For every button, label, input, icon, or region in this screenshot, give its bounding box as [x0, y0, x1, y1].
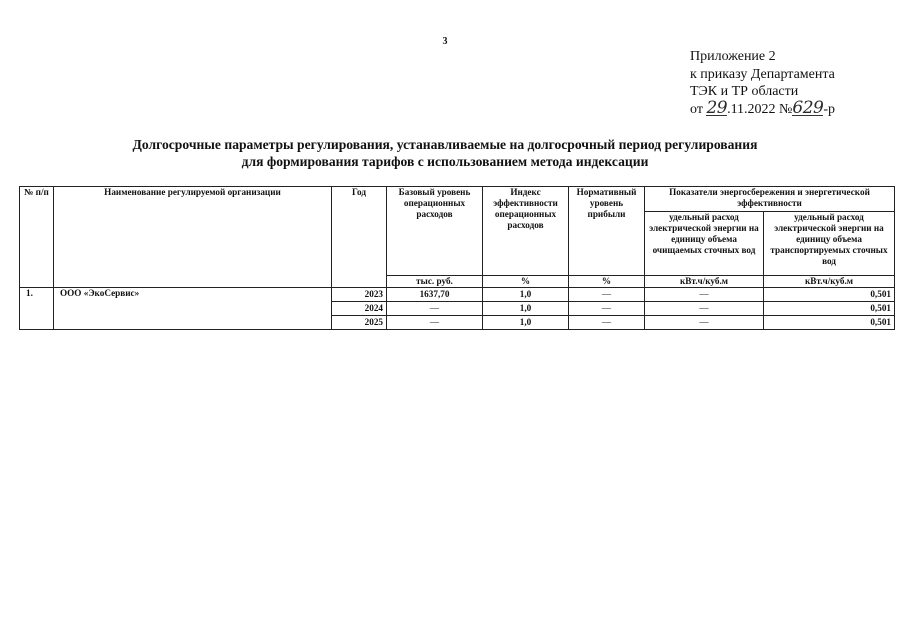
handwritten-order-number: 629: [792, 97, 824, 118]
unit-energy-2: кВт.ч/куб.м: [764, 276, 895, 288]
order-suffix: -р: [823, 101, 836, 117]
profit-cell: —: [569, 316, 645, 330]
unit-profit: %: [569, 276, 645, 288]
title-line-2: для формирования тарифов с использованием метода индексации: [241, 154, 649, 169]
header-energy-2: удельный расход электрической энергии на единицу объема транспортируемых сточных вод: [764, 212, 895, 276]
profit-cell: —: [569, 302, 645, 316]
unit-base: тыс. руб.: [387, 276, 483, 288]
appendix-block: [690, 48, 890, 118]
header-index: Индекс эффективности операционных расходов: [483, 187, 569, 276]
appendix-line-3: ТЭК и ТР области: [690, 84, 799, 99]
energy2-cell: 0,501: [764, 288, 895, 302]
page-number: 3: [442, 36, 448, 47]
appendix-date-line: [690, 97, 890, 119]
year-cell: 2025: [332, 316, 387, 330]
profit-cell: —: [569, 288, 645, 302]
appendix-line-2: к приказу Департамента: [690, 66, 835, 82]
header-profit: Нормативный уровень прибыли: [569, 187, 645, 276]
table-row: [20, 288, 895, 302]
header-base: Базовый уровень операционных расходов: [387, 187, 483, 276]
index-cell: 1,0: [483, 316, 569, 330]
base-cell: —: [387, 302, 483, 316]
header-energy-group: Показатели энергосбережения и энергетической эффективности: [645, 187, 895, 212]
row-num: 1.: [20, 288, 54, 330]
header-energy-1: удельный расход электрической энергии на единицу объема очищаемых сточных вод: [645, 212, 764, 276]
unit-index: %: [483, 276, 569, 288]
energy2-cell: 0,501: [764, 302, 895, 316]
appendix-line-1: Приложение 2: [690, 49, 776, 64]
unit-energy-1: кВт.ч/куб.м: [645, 276, 764, 288]
energy1-cell: —: [645, 316, 764, 330]
header-num: № п/п: [20, 187, 54, 288]
base-cell: —: [387, 316, 483, 330]
document-title: [0, 136, 890, 170]
date-prefix: от: [690, 101, 703, 117]
date-rest: .11.2022 №: [727, 101, 793, 117]
index-cell: 1,0: [483, 302, 569, 316]
base-cell: 1637,70: [387, 288, 483, 302]
handwritten-day: 29: [706, 97, 728, 118]
regulation-parameters-table: [19, 186, 895, 330]
header-org: Наименование регулируемой организации: [54, 187, 332, 288]
header-year: Год: [332, 187, 387, 288]
index-cell: 1,0: [483, 288, 569, 302]
header-row-1: [20, 187, 895, 212]
year-cell: 2023: [332, 288, 387, 302]
title-line-1: Долгосрочные параметры регулирования, устанавливаемые на долгосрочный период регулирования: [132, 137, 758, 152]
org-name: ООО «ЭкоСервис»: [54, 288, 332, 330]
energy2-cell: 0,501: [764, 316, 895, 330]
energy1-cell: —: [645, 288, 764, 302]
year-cell: 2024: [332, 302, 387, 316]
energy1-cell: —: [645, 302, 764, 316]
